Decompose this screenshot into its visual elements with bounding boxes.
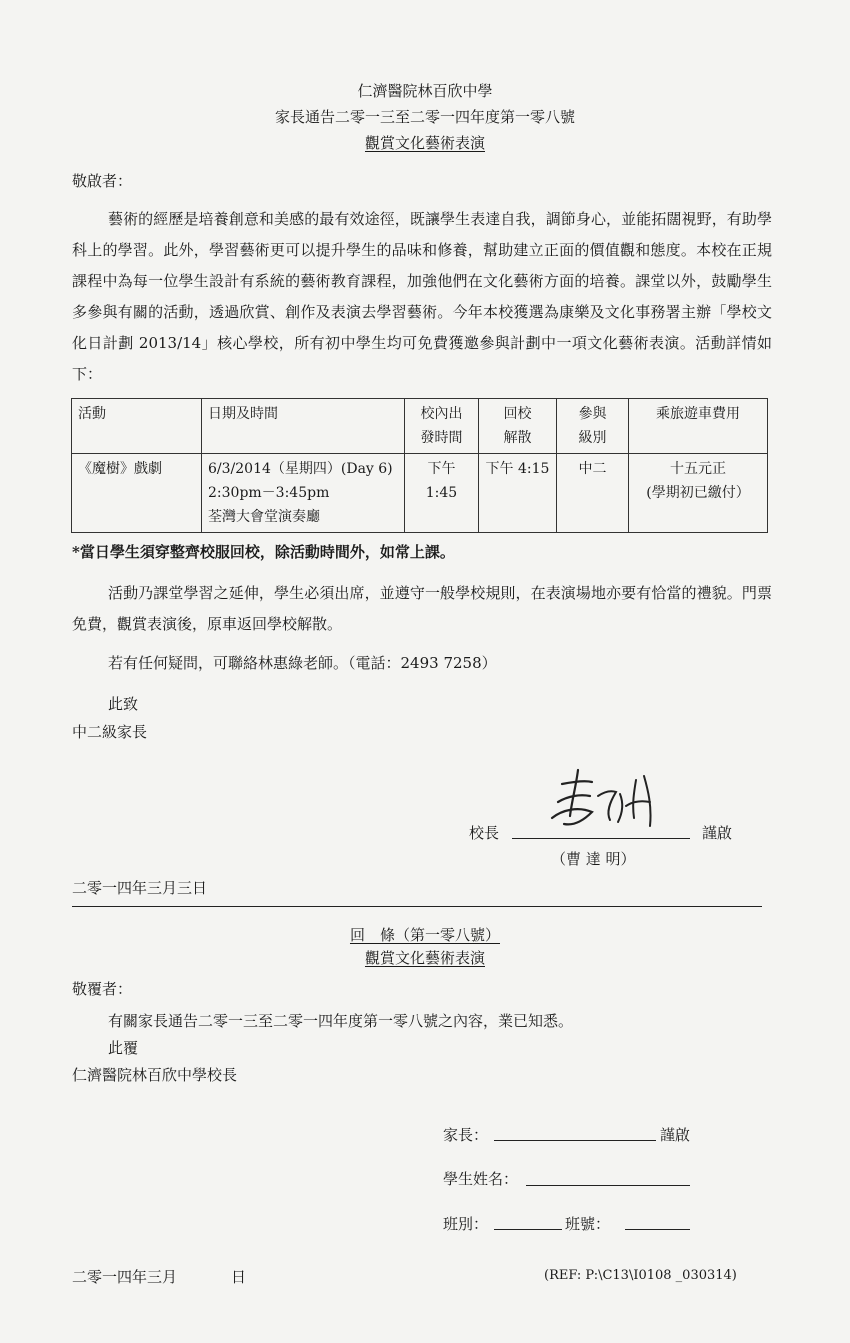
header-return-line1: 回校 [503, 406, 532, 422]
notice-number: 家長通告二零一三至二零一四年度第一零八號 [274, 108, 575, 126]
cell-fee-amount: 十五元正 [670, 461, 726, 477]
cell-time: 2:30pm－3:45pm [208, 485, 330, 501]
intro-paragraph: 藝術的經歷是培養創意和美感的最有效途徑，既讓學生表達自我，調節身心，並能拓闊視野，有助學科上的學習。此外，學習藝術更可以提升學生的品味和修養，幫助建立正面的價值觀和態度。本校在正規課程中為每一位學生設計有系統的藝術教育課程，加強他們在文化藝術方面的培養。課堂以外，鼓勵學生多參與有關的活動，透過欣賞、創作及表演去學習藝術。今年本校獲選為康樂及文化事務署主辦「學校文化日計劃 2013/14」核心學校，所有初中學生均可免費獲邀參與計劃中一項文化藝術表演。活動詳情如下： [72, 210, 772, 383]
closing-respectfully: 此致 [108, 695, 139, 713]
reply-recipient: 仁濟醫院林百欣中學校長 [72, 1066, 238, 1084]
reply-subject: 觀賞文化藝術表演 [364, 949, 485, 967]
table-header-row [72, 399, 768, 454]
header-return [479, 399, 557, 454]
header-depart-line1: 校內出 [420, 406, 463, 422]
closing-recipient: 中二級家長 [72, 723, 148, 741]
parent-signature-field[interactable] [494, 1140, 656, 1141]
school-name: 仁濟醫院林百欣中學 [357, 82, 493, 100]
table-row [72, 454, 768, 533]
reply-body: 有關家長通告二零一三至二零一四年度第一零八號之內容，業已知悉。 [108, 1012, 574, 1030]
subject-wrapper [0, 132, 850, 153]
reply-title: 回 條（第一零八號） [349, 926, 500, 944]
header-level-line1: 參與 [578, 406, 607, 422]
header-level [557, 399, 629, 454]
attendance-paragraph: 活動乃課堂學習之延伸，學生必須出席，並遵守一般學校規則，在表演場地亦要有恰當的禮貌。門票免費，觀賞表演後，原車返回學校解散。 [72, 584, 772, 633]
reference-code: (REF: P:\C13\I0108 _030314) [544, 1268, 737, 1283]
event-table [71, 398, 768, 533]
salutation: 敬啟者： [72, 172, 133, 190]
class-label: 班別： [443, 1215, 489, 1233]
cell-depart-time: 下午 1:45 [405, 454, 479, 533]
header-return-line2: 解散 [503, 430, 532, 446]
cell-date-time [202, 454, 405, 533]
header-depart-time [405, 399, 479, 454]
uniform-note: *當日學生須穿整齊校服回校，除活動時間外，如常上課。 [72, 543, 455, 561]
header-activity: 活動 [72, 399, 202, 454]
class-number-field[interactable] [625, 1229, 690, 1230]
cell-venue: 荃灣大會堂演奏廳 [208, 509, 320, 525]
parent-signoff: 謹啟 [660, 1126, 691, 1144]
cell-date: 6/3/2014（星期四）(Day 6) [208, 461, 393, 477]
reply-salutation: 敬覆者： [72, 980, 133, 998]
cell-fee-note: (學期初已繳付） [646, 485, 750, 501]
header-date-time: 日期及時間 [202, 399, 405, 454]
reply-date-suffix: 日 [231, 1268, 247, 1286]
header-fee: 乘旅遊車費用 [629, 399, 768, 454]
reply-title-wrapper [0, 924, 850, 945]
cell-return-time: 下午 4:15 [479, 454, 557, 533]
principal-name: （曹 達 明） [551, 850, 636, 868]
header-level-line2: 級別 [578, 430, 607, 446]
notice-subject: 觀賞文化藝術表演 [364, 134, 485, 152]
reply-subject-wrapper [0, 947, 850, 968]
header-depart-line2: 發時間 [420, 430, 463, 446]
principal-signature [540, 766, 670, 840]
parent-label: 家長： [443, 1126, 489, 1144]
tear-off-divider [72, 906, 762, 907]
cell-fee [629, 454, 768, 533]
principal-title: 校長 [469, 824, 500, 842]
class-number-label: 班號： [565, 1215, 611, 1233]
reply-date-prefix: 二零一四年三月 [72, 1268, 178, 1286]
cell-activity: 《魔樹》戲劇 [72, 454, 202, 533]
principal-signature-line [512, 838, 690, 839]
notice-date: 二零一四年三月三日 [72, 879, 208, 897]
student-name-label: 學生姓名： [443, 1170, 519, 1188]
student-name-field[interactable] [526, 1185, 690, 1186]
contact-paragraph: 若有任何疑問，可聯絡林惠綠老師。（電話：2493 7258） [108, 654, 497, 672]
cell-level: 中二 [557, 454, 629, 533]
class-field[interactable] [494, 1229, 562, 1230]
reply-closing: 此覆 [108, 1039, 139, 1057]
principal-signoff: 謹啟 [702, 824, 733, 842]
